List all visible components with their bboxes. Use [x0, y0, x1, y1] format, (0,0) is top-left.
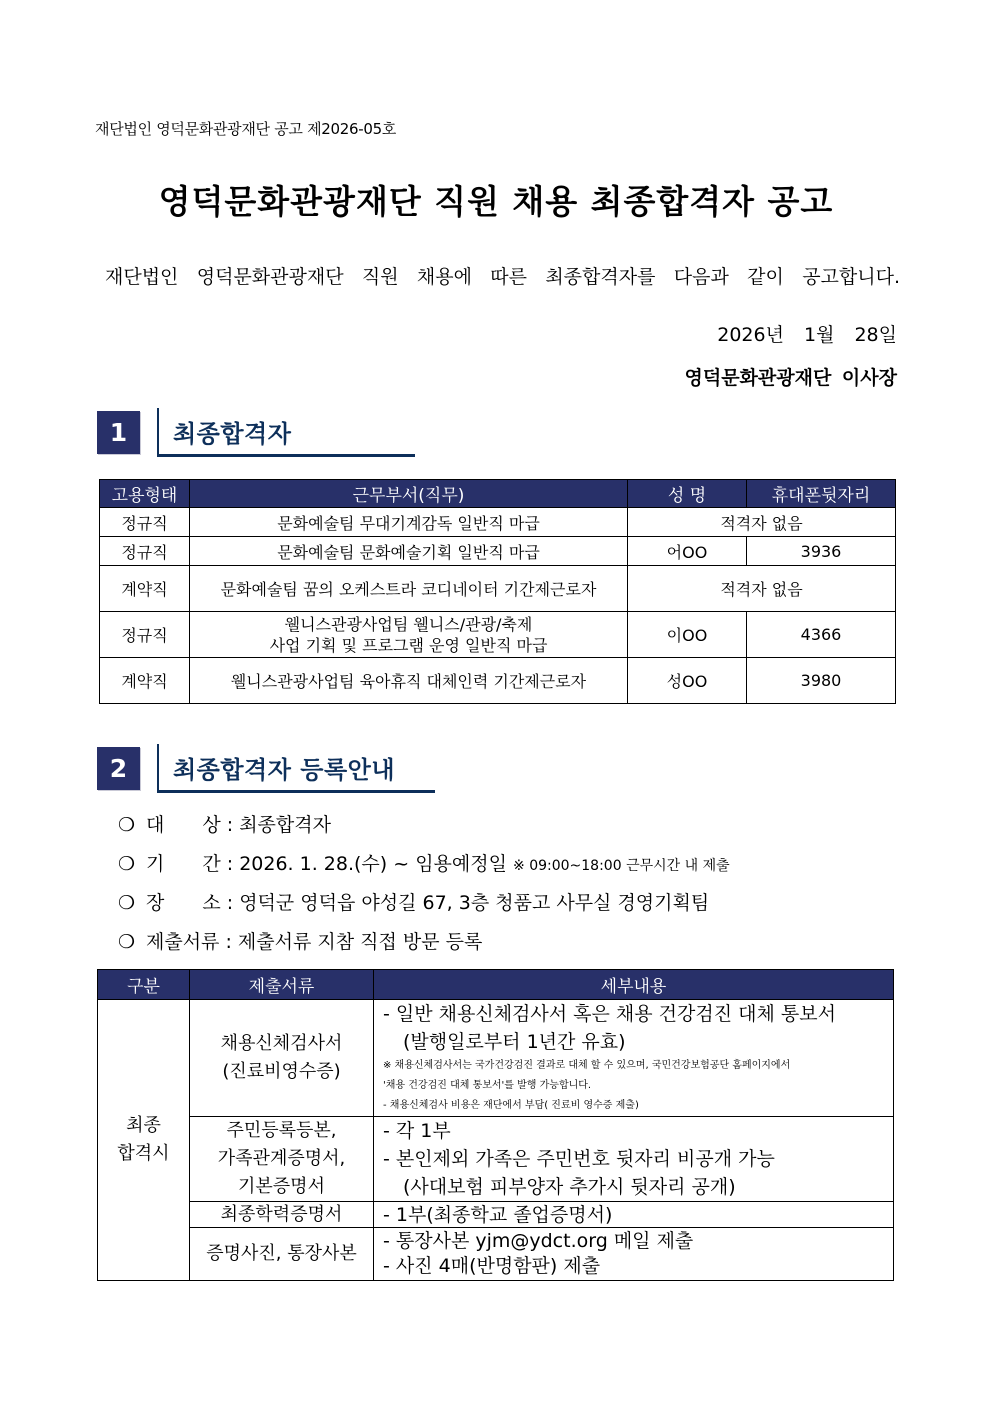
table-row [100, 508, 896, 537]
employment-type: 계약직 [100, 658, 190, 704]
circle-bullet-icon: ❍ [118, 853, 136, 875]
table-row [98, 1228, 894, 1281]
info-item-documents: ❍ 제출서류 : 제출서류 지참 직접 방문 등록 [118, 931, 483, 953]
intro-text: 재단법인 영덕문화관광재단 직원 채용에 따른 최종합격자를 다음과 같이 공고합니다. [105, 266, 900, 288]
department: 문화예술팀 꿈의 오케스트라 코디네이터 기간제근로자 [190, 566, 628, 612]
document-line: 채용신체검사서 [220, 1033, 343, 1054]
document-line: (진료비영수증) [222, 1061, 341, 1082]
table-row [98, 1000, 894, 1117]
info-value: 2026. 1. 28.(수) ~ 임용예정일 [239, 853, 507, 875]
column-header: 구분 [98, 970, 190, 1000]
table-row [98, 1117, 894, 1202]
detail-note: - 채용신체검사 비용은 재단에서 부담( 진료비 영수증 제출) [383, 1100, 639, 1111]
category-line: 합격시 [117, 1143, 170, 1164]
info-label: 제출서류 [146, 931, 220, 953]
detail-note: ※ 채용신체검사서는 국가건강검진 결과로 대체 할 수 있으며, 국민건강보험공단 홈페이지에서 [383, 1060, 791, 1071]
detail-note: '채용 건강검진 대체 통보서'를 발행 가능합니다. [383, 1080, 592, 1091]
signer: 영덕문화관광재단 이사장 [684, 367, 897, 389]
table-header-row [98, 970, 894, 1000]
department-line: 사업 기획 및 프로그램 운영 일반직 마급 [269, 635, 548, 655]
column-header: 성 명 [628, 480, 747, 508]
info-note: ※ 09:00~18:00 근무시간 내 제출 [513, 858, 730, 874]
employment-type: 정규직 [100, 612, 190, 658]
department: 문화예술팀 문화예술기획 일반직 마급 [190, 537, 628, 566]
column-header: 휴대폰뒷자리 [747, 480, 896, 508]
document-name [190, 1000, 374, 1117]
info-value: 영덕군 영덕읍 야성길 67, 3층 청품고 사무실 경영기획팀 [239, 892, 710, 914]
result: 적격자 없음 [628, 566, 896, 612]
document-line: 가족관계증명서, [217, 1148, 346, 1169]
name: 성OO [628, 658, 747, 704]
table-row [100, 537, 896, 566]
notice-date: 2026년 1월 28일 [717, 324, 897, 346]
table-row [100, 566, 896, 612]
document-name [190, 1117, 374, 1202]
section-title: 최종합격자 등록안내 [173, 756, 396, 784]
info-value: 최종합격자 [239, 814, 331, 836]
department [190, 612, 628, 658]
document-detail [374, 1000, 894, 1117]
document-line: 주민등록등본, [226, 1120, 337, 1141]
circle-bullet-icon: ❍ [118, 931, 136, 953]
phone-last-digits: 4366 [747, 612, 896, 658]
name: 어OO [628, 537, 747, 566]
column-header: 제출서류 [190, 970, 374, 1000]
phone-last-digits: 3980 [747, 658, 896, 704]
info-item-place: ❍ 장 소 : 영덕군 영덕읍 야성길 67, 3층 청품고 사무실 경영기획팀 [118, 892, 710, 914]
info-item-target: ❍ 대 상 : 최종합격자 [118, 814, 331, 836]
circle-bullet-icon: ❍ [118, 814, 136, 836]
page-title: 영덕문화관광재단 직원 채용 최종합격자 공고 [158, 182, 834, 221]
table-row [100, 612, 896, 658]
document-name: 증명사진, 통장사본 [190, 1228, 374, 1281]
detail-line: (사대보험 피부양자 추가시 뒷자리 공개) [403, 1176, 736, 1198]
detail-line: - 사진 4매(반명함판) 제출 [383, 1255, 601, 1277]
document-line: 기본증명서 [238, 1176, 325, 1197]
info-label: 장 소 [146, 892, 221, 914]
document-detail [374, 1117, 894, 1202]
document-detail [374, 1228, 894, 1281]
department-line: 웰니스관광사업팀 웰니스/관광/축제 [284, 614, 533, 634]
info-item-period: ❍ 기 간 : 2026. 1. 28.(수) ~ 임용예정일 ※ 09:00~18:00 근무시간 내 제출 [118, 853, 730, 875]
document-name: 최종학력증명서 [190, 1202, 374, 1228]
circle-bullet-icon: ❍ [118, 892, 136, 914]
table-row [98, 1202, 894, 1228]
column-header: 세부내용 [374, 970, 894, 1000]
department: 웰니스관광사업팀 육아휴직 대체인력 기간제근로자 [190, 658, 628, 704]
detail-line: (발행일로부터 1년간 유효) [403, 1031, 626, 1053]
section-title-frame [157, 744, 435, 793]
info-value: 제출서류 지참 직접 방문 등록 [237, 931, 483, 953]
result: 적격자 없음 [628, 508, 896, 537]
category [98, 1000, 190, 1281]
section-number-badge: 1 [97, 411, 140, 454]
column-header: 근무부서(직무) [190, 480, 628, 508]
phone-last-digits: 3936 [747, 537, 896, 566]
name: 이OO [628, 612, 747, 658]
detail-line: - 일반 채용신체검사서 혹은 채용 건강검진 대체 통보서 [383, 1003, 836, 1025]
table-header-row [100, 480, 896, 508]
column-header: 고용형태 [100, 480, 190, 508]
table-row [100, 658, 896, 704]
documents-table [97, 969, 894, 1281]
employment-type: 정규직 [100, 508, 190, 537]
section-title: 최종합격자 [173, 420, 292, 448]
section-title-frame [157, 408, 415, 457]
finalists-table [99, 479, 896, 704]
employment-type: 계약직 [100, 566, 190, 612]
info-label: 대 상 [146, 814, 221, 836]
section-number-badge: 2 [97, 747, 140, 790]
detail-line: - 통장사본 yjm@ydct.org 메일 제출 [383, 1230, 694, 1252]
category-line: 최종 [126, 1115, 161, 1136]
document-detail: - 1부(최종학교 졸업증명서) [374, 1202, 894, 1228]
detail-line: - 본인제외 가족은 주민번호 뒷자리 비공개 가능 [383, 1148, 775, 1170]
department: 문화예술팀 무대기계감독 일반직 마급 [190, 508, 628, 537]
employment-type: 정규직 [100, 537, 190, 566]
notice-number: 재단법인 영덕문화관광재단 공고 제2026-05호 [95, 120, 397, 138]
detail-line: - 각 1부 [383, 1120, 451, 1142]
info-label: 기 간 [146, 853, 221, 875]
